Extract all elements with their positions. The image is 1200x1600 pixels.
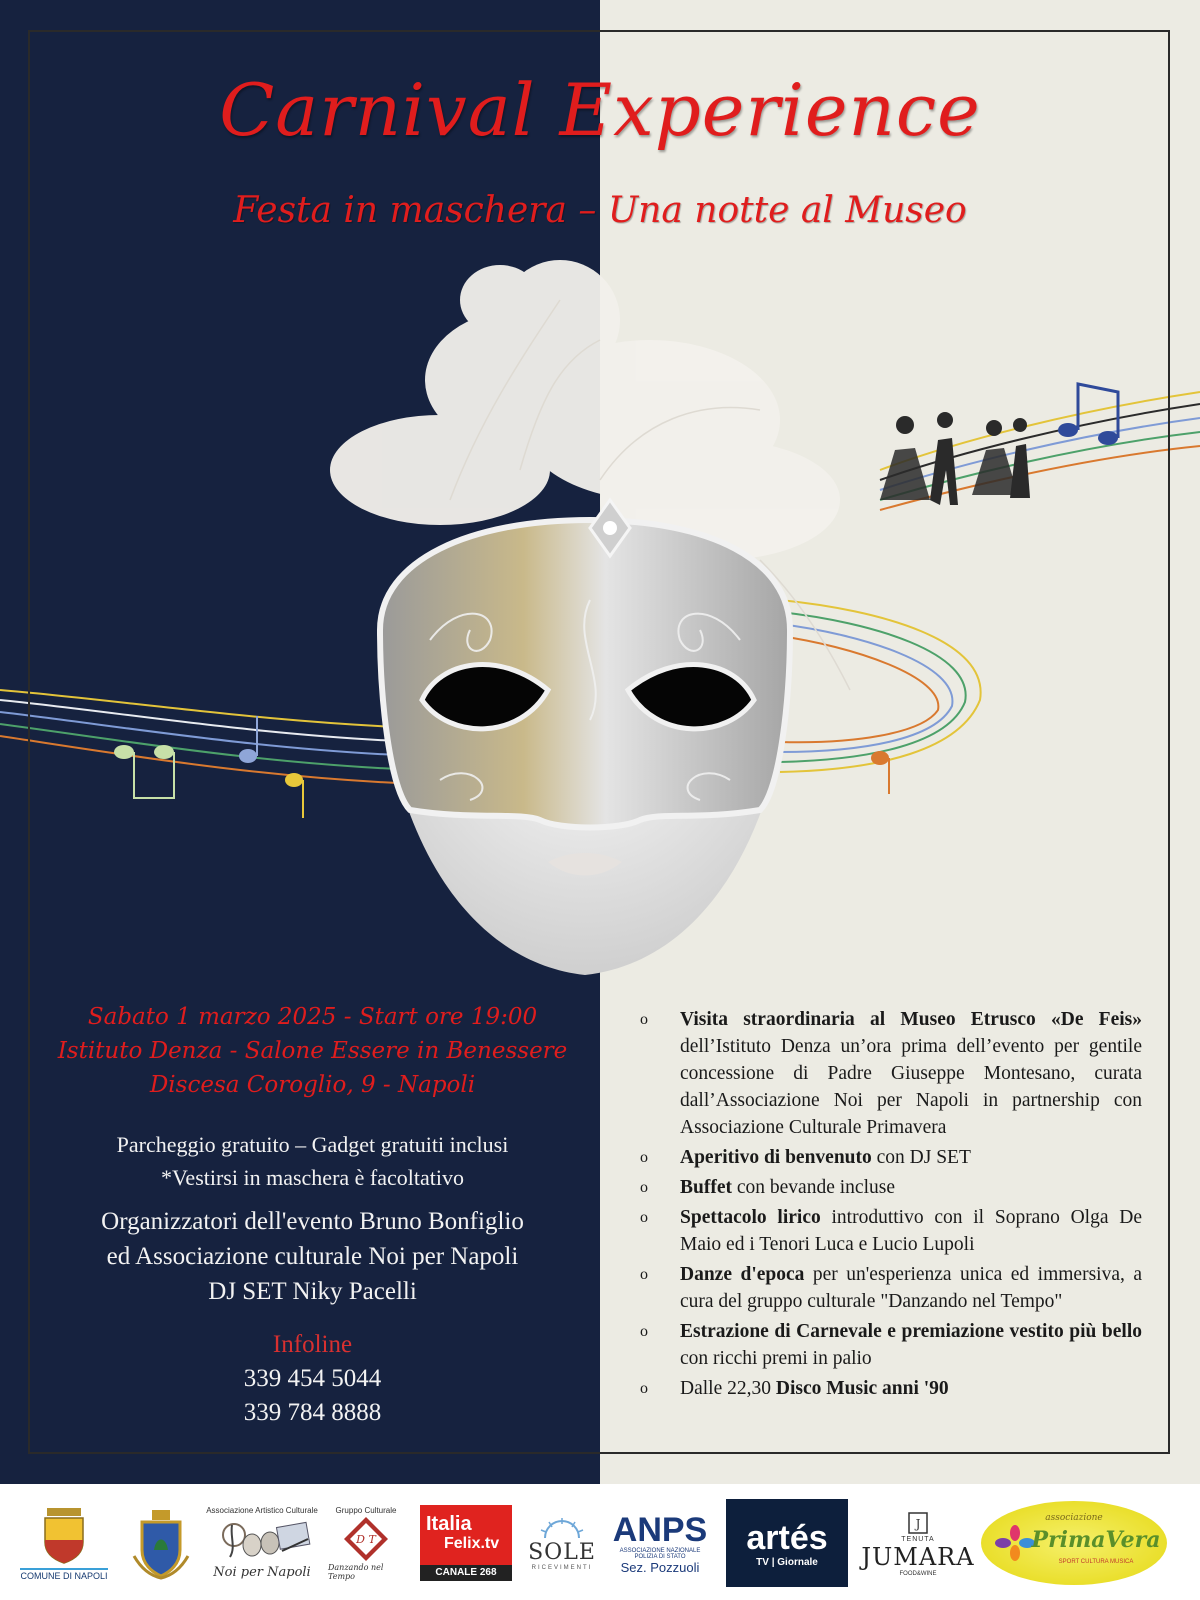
primavera-top: associazione — [1045, 1513, 1103, 1523]
practical-line-2: *Vestirsi in maschera è facoltativo — [160, 1165, 464, 1190]
program-item-bold: Aperitivo di benvenuto — [680, 1147, 872, 1168]
event-details — [40, 1000, 585, 1102]
program-item-bold: Spettacolo lirico — [680, 1207, 821, 1228]
program-item-bold: Visita straordinaria al Museo Etrusco «De Feis» — [680, 1009, 1142, 1030]
sun-icon — [537, 1516, 587, 1540]
bullet-icon: o — [640, 1323, 648, 1340]
danzando-name: Danzando nel Tempo — [328, 1562, 384, 1581]
anps-name: ANPS — [612, 1510, 708, 1549]
artes-sub: TV | Giornale — [756, 1556, 818, 1568]
jumara-top: TENUTA — [901, 1535, 935, 1543]
municipal-crest-logo — [126, 1498, 196, 1588]
practical-info — [40, 1128, 585, 1194]
event-venue-line: Istituto Denza - Salone Essere in Benessere — [57, 1038, 568, 1064]
program-item-text: introduttivo con il Soprano Olga De Maio ed i Tenori Luca e Lucio Lupoli — [680, 1207, 1142, 1255]
infoline-phone-1: 339 454 5044 — [243, 1365, 382, 1392]
poster-subtitle: Festa in maschera – Una notte al Museo — [233, 190, 967, 231]
music-staff-right — [780, 600, 981, 772]
italia-felix-line2: Felix.tv — [444, 1535, 500, 1552]
organizers-line-3: DJ SET Niky Pacelli — [208, 1278, 417, 1305]
danzando-header: Gruppo Culturale — [335, 1505, 397, 1515]
infoline-phone-2: 339 784 8888 — [243, 1399, 382, 1426]
artes-box — [726, 1499, 848, 1587]
comune-napoli-label: COMUNE DI NAPOLI — [20, 1568, 107, 1581]
sponsor-bar — [0, 1484, 1200, 1600]
program-list — [632, 1006, 1142, 1405]
svg-text:D T: D T — [356, 1532, 376, 1546]
program-item — [632, 1174, 1142, 1201]
program-item — [632, 1375, 1142, 1402]
anps-sez: Sez. Pozzuoli — [620, 1559, 700, 1575]
noi-per-napoli-name: Noi per Napoli — [213, 1565, 311, 1580]
italia-felix-tv-logo — [420, 1498, 512, 1588]
jumara-name: JUMARA — [861, 1542, 975, 1571]
music-staff-top-right — [880, 392, 1200, 510]
bullet-icon: o — [640, 1149, 648, 1166]
program-item-bold: Estrazione di Carnevale e premiazione vestito più bello — [680, 1321, 1142, 1342]
poster-title: Carnival Experience — [219, 68, 981, 152]
program-item-text: dell’Istituto Denza un’ora prima dell’evento per gentile concessione di Padre Giuseppe Montesano, curata dall’Associazione Noi per Napoli in partnership con Associazione Culturale Primavera — [680, 1036, 1142, 1138]
shield-crest-icon — [132, 1506, 190, 1580]
program-item-text: con DJ SET — [871, 1147, 971, 1168]
bullet-icon: o — [640, 1266, 648, 1283]
diamond-emblem-icon — [342, 1515, 390, 1563]
city-crest-icon — [39, 1506, 89, 1564]
artes-tv-logo — [726, 1498, 848, 1588]
program-item — [632, 1006, 1142, 1141]
program-item-text: con bevande incluse — [732, 1177, 895, 1198]
program-item-text: per un'esperienza unica ed immersiva, a cura del gruppo culturale "Danzando nel Tempo" — [680, 1264, 1143, 1312]
practical-line-1: Parcheggio gratuito – Gadget gratuiti inclusi — [116, 1132, 509, 1157]
music-staff-left — [0, 690, 420, 784]
program-item — [632, 1144, 1142, 1171]
bullet-icon: o — [640, 1209, 648, 1226]
program-item — [632, 1204, 1142, 1258]
primavera-logo — [980, 1498, 1168, 1588]
bullet-icon: o — [640, 1179, 648, 1196]
comune-napoli-logo — [14, 1498, 114, 1588]
danzando-nel-tempo-logo — [328, 1498, 404, 1588]
anps-logo — [610, 1498, 710, 1588]
organizers-line-2: ed Associazione culturale Noi per Napoli — [106, 1243, 519, 1270]
noi-per-napoli-header: Associazione Artistico Culturale — [206, 1506, 318, 1515]
program-item — [632, 1261, 1142, 1315]
dancers-illustration — [880, 412, 1030, 505]
svg-text:J: J — [915, 1516, 921, 1531]
anps-sub-2: POLIZIA DI STATO — [634, 1553, 686, 1560]
noi-per-napoli-logo — [200, 1498, 324, 1588]
organizers-info — [40, 1204, 585, 1309]
theatre-masks-icon — [212, 1515, 312, 1565]
jumara-sub: FOOD&WINE — [899, 1570, 937, 1577]
artes-name: artés — [746, 1518, 828, 1557]
anps-sub-1: ASSOCIAZIONE NAZIONALE — [619, 1547, 701, 1554]
program-item — [632, 1318, 1142, 1372]
bullet-icon: o — [640, 1011, 648, 1028]
program-item-bold: Buffet — [680, 1177, 732, 1198]
primavera-oval — [981, 1501, 1167, 1585]
event-address-line: Discesa Coroglio, 9 - Napoli — [149, 1072, 476, 1098]
sole-sub: RICEVIMENTI — [531, 1564, 593, 1571]
event-date-line: Sabato 1 marzo 2025 - Start ore 19:00 — [87, 1004, 538, 1030]
infoline-label: Infoline — [272, 1331, 353, 1358]
bullet-icon: o — [640, 1380, 648, 1397]
program-item-bold: Danze d'epoca — [680, 1264, 805, 1285]
program-item-text: con ricchi premi in palio — [680, 1348, 872, 1369]
program-item-bold: Disco Music anni '90 — [775, 1378, 949, 1399]
organizers-line-1: Organizzatori dell'evento Bruno Bonfiglio — [101, 1208, 524, 1235]
sole-ricevimenti-logo — [520, 1498, 604, 1588]
italia-felix-tv-box — [420, 1505, 512, 1581]
tenuta-jumara-logo — [862, 1498, 974, 1588]
sole-name: SOLE — [528, 1539, 596, 1565]
italia-felix-channel: CANALE 268 — [420, 1565, 512, 1581]
jumara-crest-icon — [906, 1510, 930, 1536]
italia-felix-line1: Italia — [426, 1513, 472, 1535]
primavera-sub: SPORT CULTURA MUSICA — [1058, 1559, 1134, 1565]
primavera-name: PrimaVera — [1031, 1527, 1161, 1553]
program-item-pre: Dalle 22,30 — [680, 1378, 776, 1399]
carnival-mask-illustration — [330, 260, 850, 975]
infoline-block — [40, 1328, 585, 1430]
